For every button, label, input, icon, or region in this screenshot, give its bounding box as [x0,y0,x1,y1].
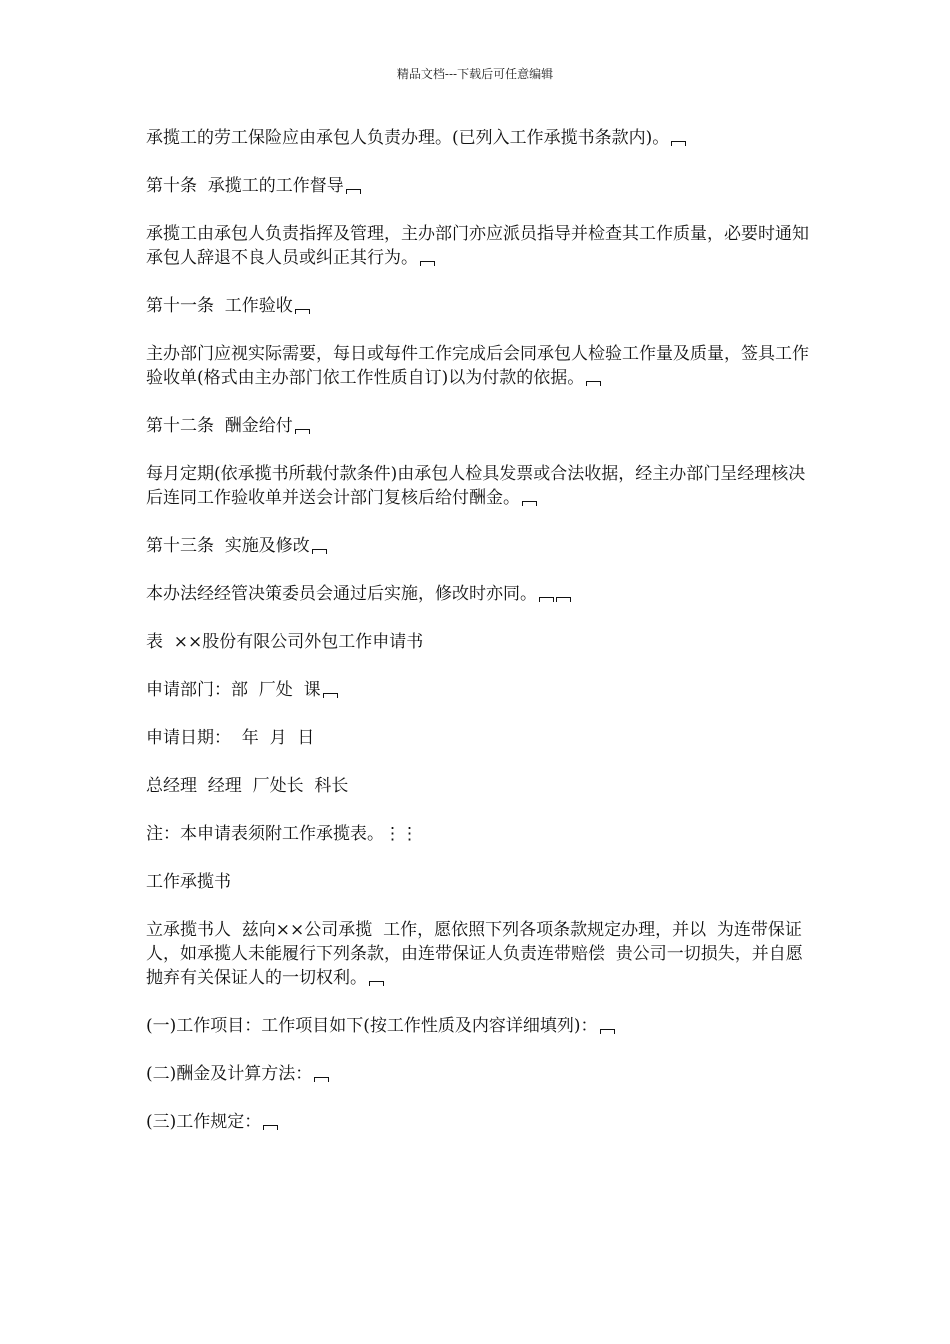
paragraph-mark-icon [323,693,338,698]
paragraph [146,222,810,270]
paragraph [146,630,810,654]
paragraph [146,918,810,990]
paragraph-text: 每月定期(依承揽书所载付款条件)由承包人检具发票或合法收据，经主办部门呈经理核决后连同工作验收单并送会计部门复核后给付酬金。 [146,464,806,508]
paragraph-text: (一)工作项目：工作项目如下(按工作性质及内容详细填列)： [146,1016,598,1036]
paragraph-mark-icon [314,1077,329,1082]
paragraph-mark-icon [586,381,601,386]
paragraph-text: 申请部门：部 厂处 课 [146,680,321,700]
paragraph-text: (二)酬金及计算方法： [146,1064,313,1084]
paragraph-text: 第十条 承揽工的工作督导 [146,176,344,196]
paragraph [146,462,810,510]
paragraph [146,582,810,606]
paragraph-mark-icon [295,429,310,434]
paragraph [146,414,810,438]
paragraph-text: 立承揽书人 兹向××公司承揽 工作，愿依照下列各项条款规定办理，并以 为连带保证人，如承揽人未能履行下列条款，由连带保证人负责连带赔偿 贵公司一切损失，并自愿抛弃有关保证人的一切权利。 [146,920,803,988]
paragraph-text: 表 ××股份有限公司外包工作申请书 [146,632,424,652]
paragraph-text: 第十二条 酬金给付 [146,416,293,436]
paragraph-mark-icon [600,1029,615,1034]
paragraph-text: 工作承揽书 [146,872,231,892]
page-header: 精品文档---下载后可任意编辑 [396,67,554,81]
paragraph [146,726,810,750]
paragraph-text: 申请日期： 年 月 日 [146,728,315,748]
paragraph [146,870,810,894]
paragraph-mark-icon [369,981,384,986]
paragraph-mark-icon [671,141,686,146]
paragraph-mark-icon [295,309,310,314]
paragraph [146,822,810,846]
paragraph [146,534,810,558]
paragraph [146,294,810,318]
paragraph-text: 第十一条 工作验收 [146,296,293,316]
paragraph-text: 承揽工的劳工保险应由承包人负责办理。(已列入工作承揽书条款内)。 [146,128,670,148]
paragraph [146,1062,810,1086]
paragraph-text: 本办法经经管决策委员会通过后实施，修改时亦同。 [146,584,537,604]
document-body [146,126,810,1158]
paragraph-mark-icon [420,261,435,266]
paragraph-text: 第十三条 实施及修改 [146,536,310,556]
paragraph-text: (三)工作规定： [146,1112,262,1132]
paragraph-mark-icon [312,549,327,554]
paragraph [146,678,810,702]
paragraph [146,126,810,150]
paragraph-text: 主办部门应视实际需要，每日或每件工作完成后会同承包人检验工作量及质量，签具工作验收单(格式由主办部门依工作性质自订)以为付款的依据。 [146,344,809,388]
paragraph [146,342,810,390]
paragraph-text: 总经理 经理 厂处长 科长 [146,776,349,796]
paragraph [146,1110,810,1134]
paragraph-mark-icon [556,597,571,602]
paragraph-text: 注：本申请表须附工作承揽表。⋮⋮ [146,824,418,844]
paragraph-mark-icon [539,597,554,602]
paragraph-mark-icon [522,501,537,506]
paragraph-text: 承揽工由承包人负责指挥及管理，主办部门亦应派员指导并检查其工作质量，必要时通知承包人辞退不良人员或纠正其行为。 [146,224,809,268]
paragraph [146,174,810,198]
paragraph [146,774,810,798]
paragraph [146,1014,810,1038]
paragraph-mark-icon [263,1125,278,1130]
paragraph-mark-icon [346,189,361,194]
